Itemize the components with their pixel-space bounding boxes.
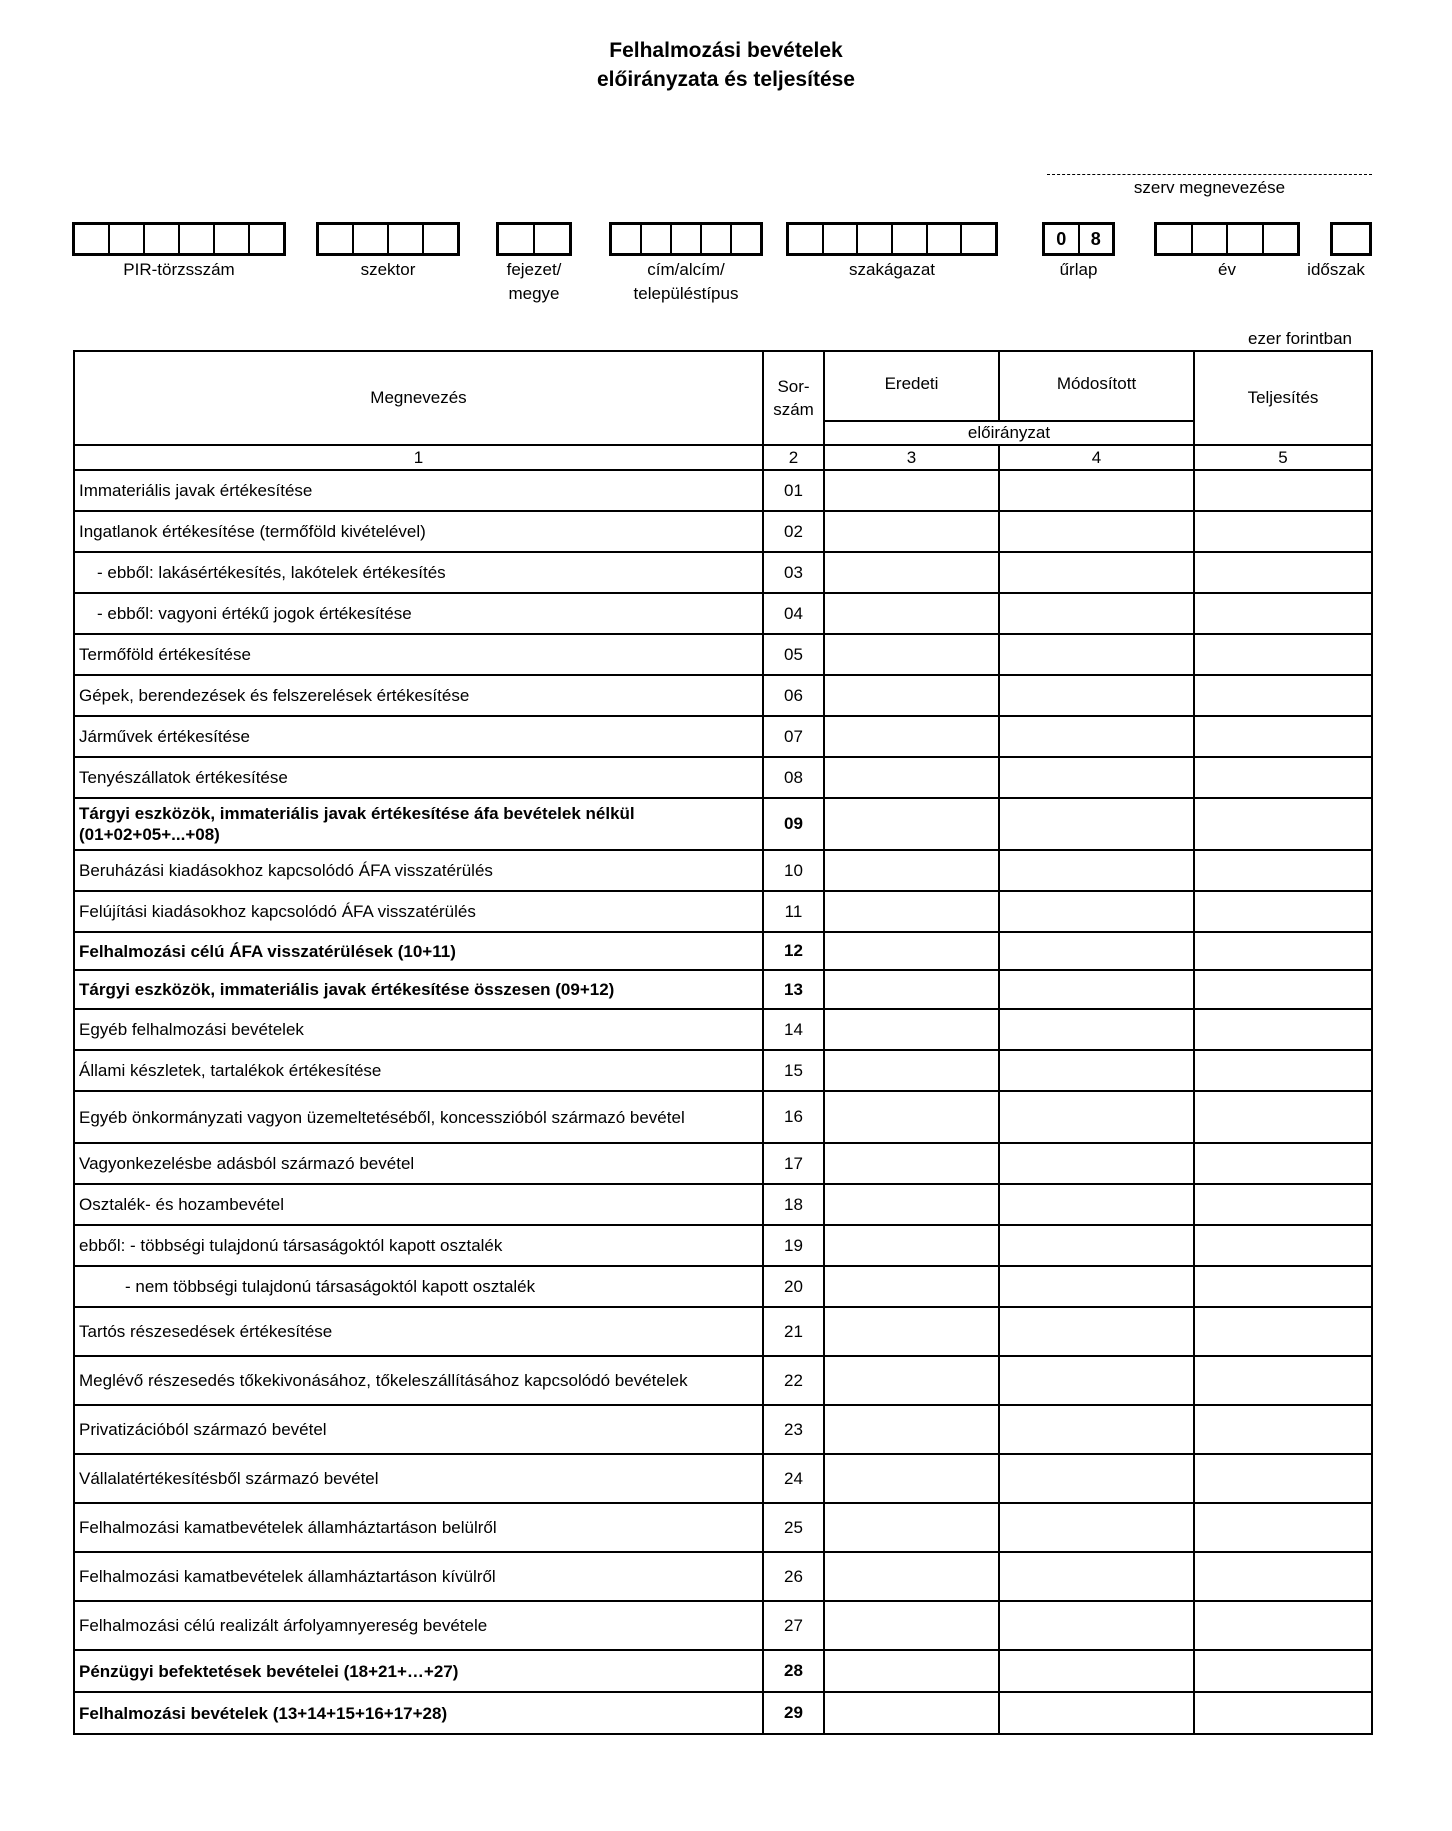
row-number: 23 bbox=[763, 1405, 824, 1454]
table-row bbox=[74, 1225, 1372, 1266]
cell-teljesites[interactable] bbox=[1194, 1601, 1372, 1650]
cell-eredeti[interactable] bbox=[824, 1184, 999, 1225]
title-line2: előirányzata és teljesítése bbox=[597, 68, 855, 91]
cell-eredeti[interactable] bbox=[824, 932, 999, 970]
cell-teljesites[interactable] bbox=[1194, 1692, 1372, 1734]
cell-modositott[interactable] bbox=[999, 634, 1194, 675]
row-name: ebből: - többségi tulajdonú társaságoktól kapott osztalék bbox=[74, 1225, 763, 1266]
cell-modositott[interactable] bbox=[999, 1405, 1194, 1454]
row-number: 16 bbox=[763, 1091, 824, 1143]
row-number: 11 bbox=[763, 891, 824, 932]
table-row bbox=[74, 675, 1372, 716]
cell-teljesites[interactable] bbox=[1194, 1091, 1372, 1143]
szerv-name-line[interactable] bbox=[1047, 174, 1372, 175]
szerv-name-label: szerv megnevezése bbox=[1133, 178, 1286, 197]
urlap-label: űrlap bbox=[1059, 260, 1098, 279]
row-number: 29 bbox=[763, 1692, 824, 1734]
table-row bbox=[74, 1143, 1372, 1184]
table-row bbox=[74, 798, 1372, 850]
cell-eredeti[interactable] bbox=[824, 552, 999, 593]
row-name: Felhalmozási bevételek (13+14+15+16+17+28) bbox=[74, 1692, 763, 1734]
cell-teljesites[interactable] bbox=[1194, 1552, 1372, 1601]
row-number: 03 bbox=[763, 552, 824, 593]
cell-eredeti[interactable] bbox=[824, 634, 999, 675]
table-row bbox=[74, 552, 1372, 593]
row-name: Meglévő részesedés tőkekivonásához, tőkeleszállításához kapcsolódó bevételek bbox=[74, 1356, 763, 1405]
title-line1: Felhalmozási bevételek bbox=[609, 39, 843, 62]
cell-teljesites[interactable] bbox=[1194, 552, 1372, 593]
urlap-digit-2: 8 bbox=[1090, 228, 1101, 249]
cell-modositott[interactable] bbox=[999, 757, 1194, 798]
row-number: 07 bbox=[763, 716, 824, 757]
row-number: 09 bbox=[763, 798, 824, 850]
row-number: 04 bbox=[763, 593, 824, 634]
cell-modositott[interactable] bbox=[999, 1091, 1194, 1143]
cell-modositott[interactable] bbox=[999, 970, 1194, 1009]
table-row bbox=[74, 1266, 1372, 1307]
cell-eredeti[interactable] bbox=[824, 1356, 999, 1405]
table-row bbox=[74, 1405, 1372, 1454]
cell-eredeti[interactable] bbox=[824, 850, 999, 891]
cell-eredeti[interactable] bbox=[824, 757, 999, 798]
cell-eredeti[interactable] bbox=[824, 1050, 999, 1091]
row-name: Vagyonkezelésbe adásból származó bevétel bbox=[74, 1143, 763, 1184]
row-number: 08 bbox=[763, 757, 824, 798]
colnum-5: 5 bbox=[1194, 445, 1372, 470]
colnum-2: 2 bbox=[763, 445, 824, 470]
row-number: 19 bbox=[763, 1225, 824, 1266]
row-number: 22 bbox=[763, 1356, 824, 1405]
cell-modositott[interactable] bbox=[999, 1552, 1194, 1601]
cell-eredeti[interactable] bbox=[824, 1143, 999, 1184]
cell-teljesites[interactable] bbox=[1194, 1650, 1372, 1692]
cell-eredeti[interactable] bbox=[824, 1650, 999, 1692]
cell-teljesites[interactable] bbox=[1194, 675, 1372, 716]
row-number: 05 bbox=[763, 634, 824, 675]
cell-teljesites[interactable] bbox=[1194, 1225, 1372, 1266]
table-row bbox=[74, 511, 1372, 552]
cell-modositott[interactable] bbox=[999, 1503, 1194, 1552]
cell-eredeti[interactable] bbox=[824, 593, 999, 634]
header-teljesites: Teljesítés bbox=[1194, 351, 1372, 445]
table-row bbox=[74, 1454, 1372, 1503]
row-name: Osztalék- és hozambevétel bbox=[74, 1184, 763, 1225]
table-row bbox=[74, 1184, 1372, 1225]
table-row bbox=[74, 1050, 1372, 1091]
cell-teljesites[interactable] bbox=[1194, 1009, 1372, 1050]
cell-teljesites[interactable] bbox=[1194, 798, 1372, 850]
row-number: 25 bbox=[763, 1503, 824, 1552]
cell-teljesites[interactable] bbox=[1194, 970, 1372, 1009]
table-row bbox=[74, 1307, 1372, 1356]
cell-teljesites[interactable] bbox=[1194, 1307, 1372, 1356]
table-row bbox=[74, 593, 1372, 634]
cell-teljesites[interactable] bbox=[1194, 716, 1372, 757]
cell-eredeti[interactable] bbox=[824, 798, 999, 850]
row-name: Felhalmozási kamatbevételek államháztartáson belülről bbox=[74, 1503, 763, 1552]
cell-modositott[interactable] bbox=[999, 675, 1194, 716]
row-name: Tenyészállatok értékesítése bbox=[74, 757, 763, 798]
cell-eredeti[interactable] bbox=[824, 1405, 999, 1454]
row-name: - ebből: lakásértékesítés, lakótelek értékesítés bbox=[74, 552, 763, 593]
fejezet-label bbox=[470, 258, 598, 306]
row-name: Egyéb önkormányzati vagyon üzemeltetéséből, koncesszióból származó bevétel bbox=[74, 1091, 763, 1143]
cell-modositott[interactable] bbox=[999, 1225, 1194, 1266]
cell-teljesites[interactable] bbox=[1194, 511, 1372, 552]
row-number: 13 bbox=[763, 970, 824, 1009]
row-number: 27 bbox=[763, 1601, 824, 1650]
ev-boxes[interactable] bbox=[1154, 222, 1300, 256]
cell-teljesites[interactable] bbox=[1194, 1454, 1372, 1503]
row-number: 24 bbox=[763, 1454, 824, 1503]
cell-modositott[interactable] bbox=[999, 1050, 1194, 1091]
row-name: Pénzügyi befektetések bevételei (18+21+…+27) bbox=[74, 1650, 763, 1692]
cell-modositott[interactable] bbox=[999, 891, 1194, 932]
row-number: 17 bbox=[763, 1143, 824, 1184]
table-row bbox=[74, 634, 1372, 675]
row-number: 21 bbox=[763, 1307, 824, 1356]
cim-label bbox=[596, 258, 776, 306]
cell-eredeti[interactable] bbox=[824, 970, 999, 1009]
table-row bbox=[74, 970, 1372, 1009]
row-name: Tartós részesedések értékesítése bbox=[74, 1307, 763, 1356]
row-number: 26 bbox=[763, 1552, 824, 1601]
idoszak-label: időszak bbox=[1307, 260, 1365, 279]
cell-eredeti[interactable] bbox=[824, 1503, 999, 1552]
row-name: Termőföld értékesítése bbox=[74, 634, 763, 675]
header-megnevezes: Megnevezés bbox=[74, 351, 763, 445]
cell-teljesites[interactable] bbox=[1194, 891, 1372, 932]
cell-teljesites[interactable] bbox=[1194, 757, 1372, 798]
cell-modositott[interactable] bbox=[999, 1266, 1194, 1307]
cim-boxes[interactable] bbox=[609, 222, 763, 256]
row-name: Beruházási kiadásokhoz kapcsolódó ÁFA visszatérülés bbox=[74, 850, 763, 891]
cell-modositott[interactable] bbox=[999, 1650, 1194, 1692]
fejezet-label-line2: megye bbox=[508, 284, 560, 303]
row-number: 06 bbox=[763, 675, 824, 716]
urlap-digit-1: 0 bbox=[1045, 225, 1080, 253]
row-name: Tárgyi eszközök, immateriális javak értékesítése áfa bevételek nélkül (01+02+05+...+08) bbox=[74, 798, 763, 850]
urlap-boxes bbox=[1042, 222, 1115, 256]
szektor-boxes[interactable] bbox=[316, 222, 460, 256]
header-sorszam bbox=[763, 351, 824, 445]
data-table bbox=[73, 350, 1373, 1735]
form-title bbox=[0, 36, 1452, 94]
cell-eredeti[interactable] bbox=[824, 1601, 999, 1650]
cell-teljesites[interactable] bbox=[1194, 1143, 1372, 1184]
table-row bbox=[74, 850, 1372, 891]
idoszak-box[interactable] bbox=[1330, 222, 1372, 256]
table-row bbox=[74, 1091, 1372, 1143]
cim-label-line1: cím/alcím/ bbox=[647, 260, 725, 279]
cell-modositott[interactable] bbox=[999, 1009, 1194, 1050]
table-row bbox=[74, 470, 1372, 511]
unit-label: ezer forintban bbox=[1248, 329, 1352, 348]
cell-teljesites[interactable] bbox=[1194, 1356, 1372, 1405]
row-name: Immateriális javak értékesítése bbox=[74, 470, 763, 511]
table-row bbox=[74, 932, 1372, 970]
cell-eredeti[interactable] bbox=[824, 1266, 999, 1307]
table-row bbox=[74, 1650, 1372, 1692]
row-name: Felhalmozási célú ÁFA visszatérülések (10+11) bbox=[74, 932, 763, 970]
colnum-4: 4 bbox=[999, 445, 1194, 470]
cell-teljesites[interactable] bbox=[1194, 1405, 1372, 1454]
row-name: Gépek, berendezések és felszerelések értékesítése bbox=[74, 675, 763, 716]
row-number: 10 bbox=[763, 850, 824, 891]
cell-modositott[interactable] bbox=[999, 1454, 1194, 1503]
row-name: Egyéb felhalmozási bevételek bbox=[74, 1009, 763, 1050]
szakagazat-boxes[interactable] bbox=[786, 222, 998, 256]
cell-modositott[interactable] bbox=[999, 716, 1194, 757]
row-name: Ingatlanok értékesítése (termőföld kivételével) bbox=[74, 511, 763, 552]
cell-eredeti[interactable] bbox=[824, 1454, 999, 1503]
table-row bbox=[74, 1692, 1372, 1734]
pir-boxes[interactable] bbox=[72, 222, 286, 256]
colnum-1: 1 bbox=[74, 445, 763, 470]
header-eredeti: Eredeti bbox=[824, 351, 999, 421]
row-name: Felhalmozási kamatbevételek államháztartáson kívülről bbox=[74, 1552, 763, 1601]
cell-eredeti[interactable] bbox=[824, 511, 999, 552]
cell-eredeti[interactable] bbox=[824, 1552, 999, 1601]
szakagazat-label: szakágazat bbox=[849, 260, 935, 279]
row-name: Felhalmozási célú realizált árfolyamnyereség bevétele bbox=[74, 1601, 763, 1650]
row-number: 02 bbox=[763, 511, 824, 552]
cell-teljesites[interactable] bbox=[1194, 850, 1372, 891]
cell-modositott[interactable] bbox=[999, 511, 1194, 552]
cell-eredeti[interactable] bbox=[824, 1091, 999, 1143]
table-row bbox=[74, 1552, 1372, 1601]
cell-eredeti[interactable] bbox=[824, 1307, 999, 1356]
cell-eredeti[interactable] bbox=[824, 1009, 999, 1050]
fejezet-boxes[interactable] bbox=[496, 222, 572, 256]
fejezet-label-line1: fejezet/ bbox=[506, 260, 562, 279]
cell-modositott[interactable] bbox=[999, 1307, 1194, 1356]
cell-modositott[interactable] bbox=[999, 470, 1194, 511]
table-row bbox=[74, 891, 1372, 932]
ev-label: év bbox=[1218, 260, 1236, 279]
cell-modositott[interactable] bbox=[999, 1143, 1194, 1184]
table-row bbox=[74, 1356, 1372, 1405]
cell-eredeti[interactable] bbox=[824, 891, 999, 932]
header-sorszam-line2: szám bbox=[773, 400, 814, 419]
row-name: Felújítási kiadásokhoz kapcsolódó ÁFA visszatérülés bbox=[74, 891, 763, 932]
cell-modositott[interactable] bbox=[999, 1356, 1194, 1405]
row-name: Járművek értékesítése bbox=[74, 716, 763, 757]
row-number: 01 bbox=[763, 470, 824, 511]
row-name: Tárgyi eszközök, immateriális javak értékesítése összesen (09+12) bbox=[74, 970, 763, 1009]
cell-eredeti[interactable] bbox=[824, 716, 999, 757]
colnum-3: 3 bbox=[824, 445, 999, 470]
row-name: Vállalatértékesítésből származó bevétel bbox=[74, 1454, 763, 1503]
cell-modositott[interactable] bbox=[999, 1601, 1194, 1650]
header-sorszam-line1: Sor- bbox=[777, 377, 810, 396]
cell-teljesites[interactable] bbox=[1194, 932, 1372, 970]
table-row bbox=[74, 1503, 1372, 1552]
cell-modositott[interactable] bbox=[999, 1184, 1194, 1225]
row-number: 18 bbox=[763, 1184, 824, 1225]
table-row bbox=[74, 1009, 1372, 1050]
cell-teljesites[interactable] bbox=[1194, 470, 1372, 511]
row-name: Állami készletek, tartalékok értékesítése bbox=[74, 1050, 763, 1091]
cell-teljesites[interactable] bbox=[1194, 593, 1372, 634]
row-name: - ebből: vagyoni értékű jogok értékesítése bbox=[74, 593, 763, 634]
cell-modositott[interactable] bbox=[999, 1692, 1194, 1734]
cell-teljesites[interactable] bbox=[1194, 1050, 1372, 1091]
szektor-label: szektor bbox=[360, 260, 416, 279]
header-eloiranyzat: előirányzat bbox=[824, 421, 1194, 445]
header-modositott: Módosított bbox=[999, 351, 1194, 421]
cim-label-line2: településtípus bbox=[633, 284, 739, 303]
row-number: 20 bbox=[763, 1266, 824, 1307]
cell-teljesites[interactable] bbox=[1194, 634, 1372, 675]
cell-modositott[interactable] bbox=[999, 850, 1194, 891]
cell-modositott[interactable] bbox=[999, 798, 1194, 850]
row-name: - nem többségi tulajdonú társaságoktól kapott osztalék bbox=[74, 1266, 763, 1307]
row-name: Privatizációból származó bevétel bbox=[74, 1405, 763, 1454]
pir-label: PIR-törzsszám bbox=[123, 260, 235, 279]
cell-teljesites[interactable] bbox=[1194, 1184, 1372, 1225]
row-number: 14 bbox=[763, 1009, 824, 1050]
cell-eredeti[interactable] bbox=[824, 470, 999, 511]
table-row bbox=[74, 757, 1372, 798]
row-number: 15 bbox=[763, 1050, 824, 1091]
table-row bbox=[74, 716, 1372, 757]
row-number: 28 bbox=[763, 1650, 824, 1692]
row-number: 12 bbox=[763, 932, 824, 970]
cell-teljesites[interactable] bbox=[1194, 1266, 1372, 1307]
cell-modositott[interactable] bbox=[999, 552, 1194, 593]
cell-modositott[interactable] bbox=[999, 932, 1194, 970]
cell-eredeti[interactable] bbox=[824, 675, 999, 716]
cell-eredeti[interactable] bbox=[824, 1692, 999, 1734]
cell-eredeti[interactable] bbox=[824, 1225, 999, 1266]
cell-teljesites[interactable] bbox=[1194, 1503, 1372, 1552]
cell-modositott[interactable] bbox=[999, 593, 1194, 634]
table-row bbox=[74, 1601, 1372, 1650]
